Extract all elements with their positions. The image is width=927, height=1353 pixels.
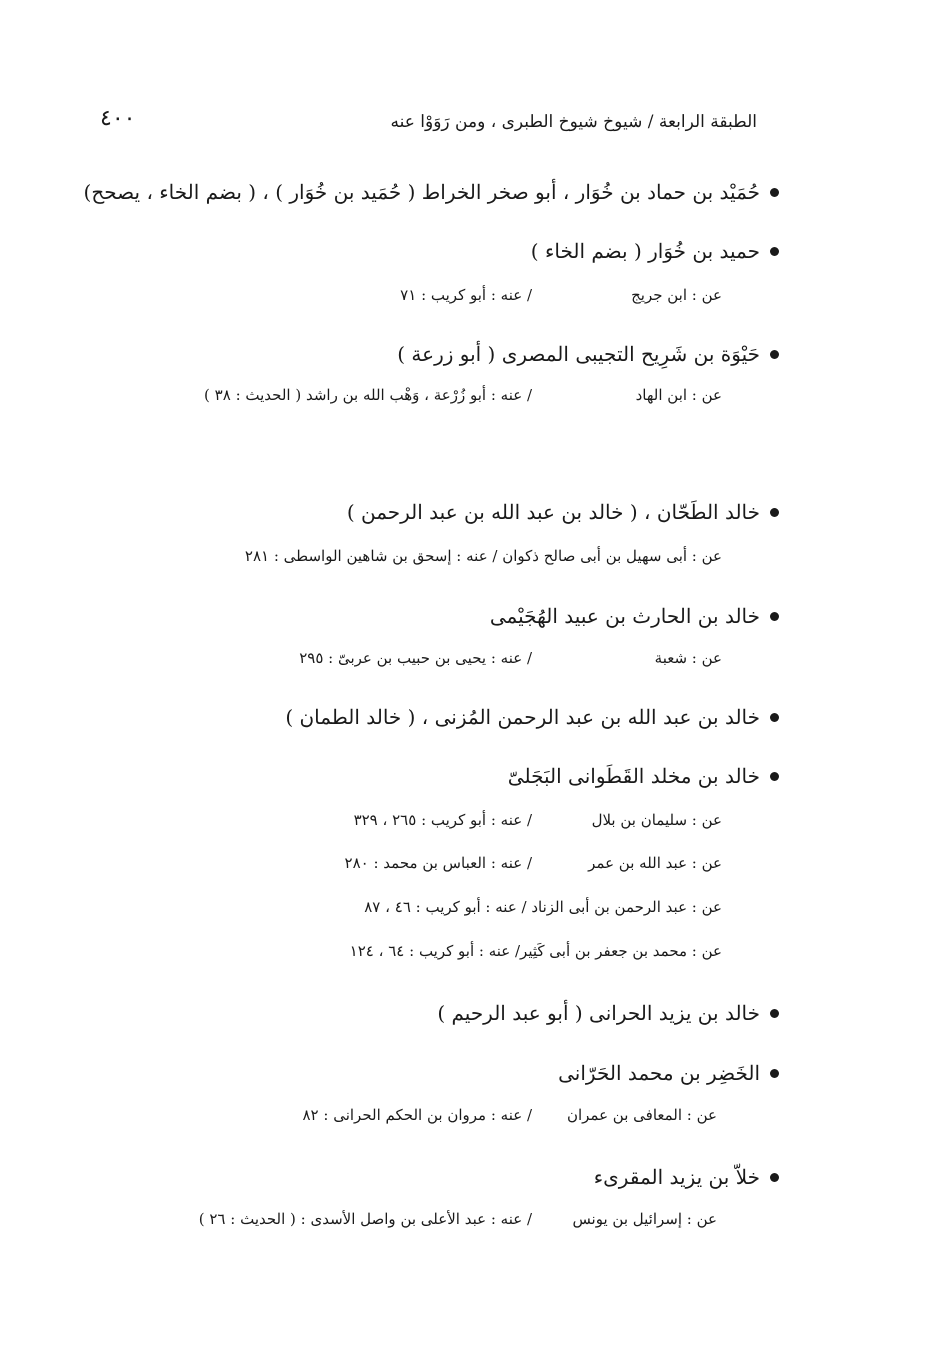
narrator-to: / عنه : عبد الأعلى بن واصل الأسدى : ( الحديث : ٢٦ ) [198, 1210, 532, 1228]
narrator-to: / عنه : يحيى بن حبيب بن عربىّ : ٢٩٥ [299, 649, 532, 667]
entry-title [508, 764, 779, 788]
entry-name: حَيْوَة بن شَرِيح التجيبى المصرى ( أبو زرعة ) [397, 342, 760, 366]
narrator-from: عن : شعبة [654, 649, 722, 667]
page-number: ٤٠٠ [100, 106, 136, 131]
entry-name: حميد بن خُوَار ( بضم الخاء ) [530, 239, 760, 263]
narrator-from: عن : ابن الهاد [635, 386, 722, 404]
entry-title [594, 1165, 779, 1189]
bullet-icon [770, 1069, 779, 1078]
narrator-to: / عنه : أبو كريب : ٧١ [400, 286, 532, 304]
running-title: الطبقة الرابعة / شيوخ شيوخ الطبرى ، ومن رَوَوْا عنه [390, 112, 757, 132]
entry-title [490, 604, 779, 628]
narrator-to: / عنه : أبو زُرْعة ، وَهْب الله بن راشد ( الحديث : ٣٨ ) [204, 386, 532, 404]
narrator-line: عن : أبى سهيل بن أبى صالح ذكوان / عنه : إسحق بن شاهين الواسطى : ٢٨١ [244, 547, 722, 565]
entry-name: خالد بن عبد الله بن عبد الرحمن المُزنى ، ( خالد الطمان ) [285, 705, 760, 729]
entry-name: حُمَيْد بن حماد بن خُوَار ، أبو صخر الخراط ( حُمَيد بن خُوَار ) ، ( بضم الخاء ، يصحح) [83, 180, 760, 204]
entry-name: خالد بن يزيد الحرانى ( أبو عبد الرحيم ) [437, 1001, 760, 1025]
entry-name: خالد الطَحّان ، ( خالد بن عبد الله بن عبد الرحمن ) [346, 500, 760, 524]
entry-title [531, 239, 779, 263]
bullet-icon [770, 508, 779, 517]
narrator-line: عن : عبد الرحمن بن أبى الزناد / عنه : أبو كريب : ٤٦ ، ٨٧ [364, 898, 722, 916]
entry-title [437, 1001, 779, 1025]
entry-name: الخَضِر بن محمد الحَرّانى [558, 1061, 760, 1085]
bullet-icon [770, 1173, 779, 1182]
entry-title [558, 1061, 779, 1085]
narrator-to: / عنه : أبو كريب : ٢٦٥ ، ٣٢٩ [353, 811, 532, 829]
narrator-from: عن : المعافى بن عمران [566, 1106, 717, 1124]
page-header [100, 106, 757, 142]
entry-name: خالد بن مخلد القَطَوانى البَجَلىّ [507, 764, 760, 788]
bullet-icon [770, 247, 779, 256]
narrator-from: عن : سليمان بن بلال [591, 811, 722, 829]
narrator-to: / عنه : العباس بن محمد : ٢٨٠ [344, 854, 532, 872]
entry-name: خالد بن الحارث بن عبيد الهُجَيْمى [489, 604, 760, 628]
narrator-from: عن : عبد الله بن عمر [588, 854, 722, 872]
narrator-to: / عنه : مروان بن الحكم الحرانى : ٨٢ [302, 1106, 532, 1124]
entry-title [347, 500, 779, 524]
entry-name: خلاّ بن يزيد المقرىء [593, 1165, 760, 1189]
narrator-from: عن : ابن جريج [631, 286, 722, 304]
entry-title [84, 180, 779, 204]
bullet-icon [770, 1009, 779, 1018]
bullet-icon [770, 612, 779, 621]
narrator-line: عن : محمد بن جعفر بن أبى كَثِير/ عنه : أبو كريب : ٦٤ ، ١٢٤ [349, 942, 722, 960]
bullet-icon [770, 713, 779, 722]
bullet-icon [770, 772, 779, 781]
entry-title [285, 705, 779, 729]
entry-title [397, 342, 779, 366]
bullet-icon [770, 350, 779, 359]
narrator-from: عن : إسرائيل بن يونس [572, 1210, 717, 1228]
bullet-icon [770, 188, 779, 197]
